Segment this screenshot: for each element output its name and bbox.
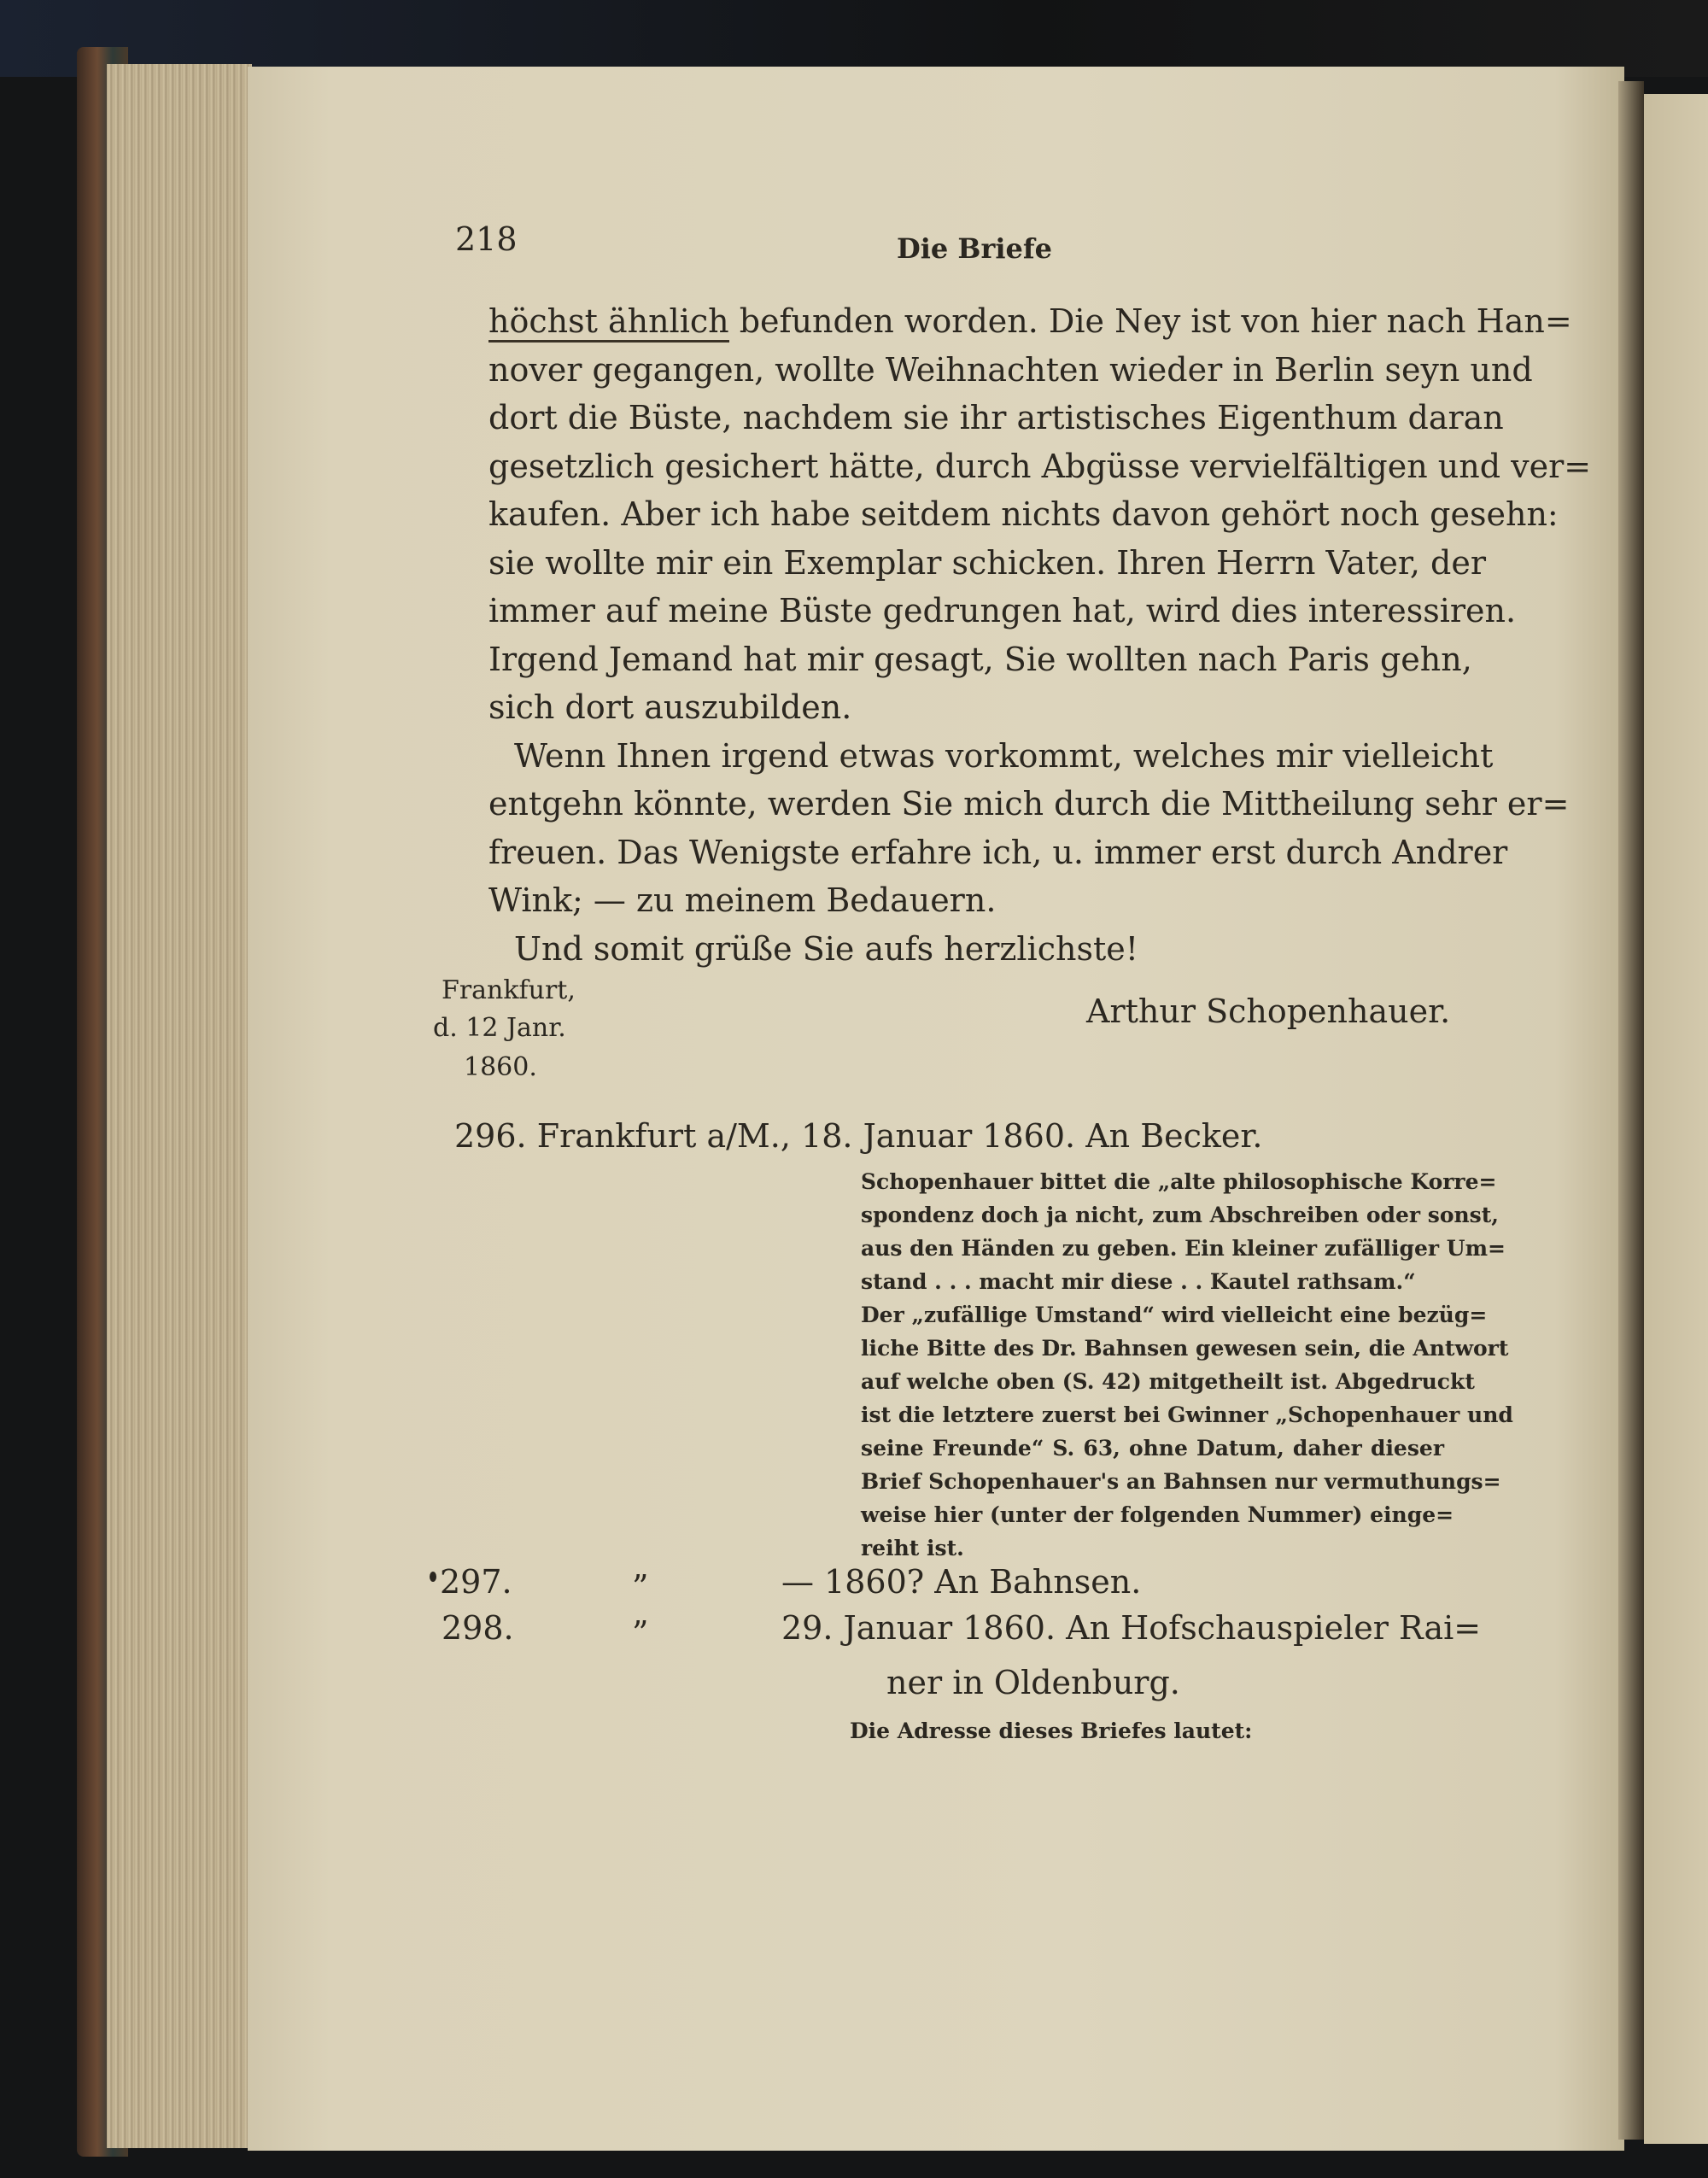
entry-recipient: An Hofschauspieler Rai= (1066, 1609, 1482, 1647)
letter-line: sich dort auszubilden. (488, 688, 852, 726)
letter-line: Und somit grüße Sie aufs herzlichste! (514, 929, 1138, 968)
note-line: Schopenhauer bittet die „alte philosophische Korre= (861, 1169, 1497, 1194)
entry-place: Frankfurt a/M., (536, 1117, 791, 1155)
letter-line: Irgend Jemand hat mir gesagt, Sie wollten nach Paris gehn, (488, 640, 1472, 678)
note-line: Brief Schopenhauer's an Bahnsen nur vermuthungs= (861, 1469, 1501, 1494)
letter-line (488, 301, 1572, 342)
page-stack-edge (107, 64, 252, 2148)
note-line: Der „zufällige Umstand“ wird vielleicht eine bezüg= (861, 1303, 1488, 1327)
entry-date: 18. Januar 1860. (801, 1117, 1076, 1155)
letter-year: 1860. (464, 1052, 537, 1082)
entry-298-place: ” (632, 1614, 649, 1652)
running-head: Die Briefe (897, 232, 1052, 265)
entry-298-note: Die Adresse dieses Briefes lautet: (850, 1718, 1253, 1743)
entry-date: 29. Januar 1860. (781, 1609, 1056, 1647)
note-line: auf welche oben (S. 42) mitgetheilt ist. Abgedruckt (861, 1369, 1475, 1394)
entry-297-number: 297. (440, 1563, 512, 1601)
letter-place: Frankfurt, (442, 975, 576, 1005)
note-line: aus den Händen zu geben. Ein kleiner zufälliger Um= (861, 1236, 1506, 1261)
page-number: 218 (455, 220, 518, 258)
book-gutter (1618, 81, 1644, 2140)
letter-line: sie wollte mir ein Exemplar schicken. Ihren Herrn Vater, der (488, 543, 1486, 582)
line-text: befunden worden. Die Ney ist von hier nach Han= (728, 302, 1572, 340)
background (0, 0, 1708, 77)
letter-line: Wenn Ihnen irgend etwas vorkommt, welches mir vielleicht (514, 736, 1494, 775)
entry-date: — 1860? (781, 1563, 925, 1601)
note-line: spondenz doch ja nicht, zum Abschreiben oder sonst, (861, 1203, 1500, 1227)
facing-page-edge (1644, 94, 1708, 2144)
entry-297-place: ” (632, 1568, 649, 1606)
entry-recipient: An Becker. (1085, 1117, 1263, 1155)
letter-line: immer auf meine Büste gedrungen hat, wird dies interessiren. (488, 592, 1517, 629)
note-line: weise hier (unter der folgenden Nummer) einge= (861, 1502, 1454, 1527)
entry-recipient: An Bahnsen. (934, 1563, 1142, 1601)
letter-line: Wink; — zu meinem Bedauern. (488, 881, 997, 919)
letter-line: nover gegangen, wollte Weihnachten wieder in Berlin seyn und (488, 350, 1533, 389)
letter-line: gesetzlich gesichert hätte, durch Abgüsse vervielfältigen und ver= (488, 447, 1592, 485)
note-line: liche Bitte des Dr. Bahnsen gewesen sein, die Antwort (861, 1336, 1509, 1361)
entry-296 (454, 1117, 1262, 1155)
underlined-phrase: höchst ähnlich (488, 302, 729, 343)
note-line: reiht ist. (861, 1536, 964, 1560)
entry-number: 296. (454, 1117, 527, 1155)
entry-298-recipient-cont: ner in Oldenburg. (886, 1664, 1180, 1701)
note-line: seine Freunde“ S. 63, ohne Datum, daher dieser (861, 1436, 1444, 1461)
letter-date: d. 12 Janr. (433, 1013, 566, 1043)
letter-line: kaufen. Aber ich habe seitdem nichts davon gehört noch gesehn: (488, 495, 1559, 533)
letter-line: entgehn könnte, werden Sie mich durch die Mittheilung sehr er= (488, 785, 1570, 823)
note-line: stand . . . macht mir diese . . Kautel rathsam.“ (861, 1269, 1416, 1294)
note-line: ist die letztere zuerst bei Gwinner „Schopenhauer und (861, 1402, 1513, 1427)
signature: Arthur Schopenhauer. (1086, 992, 1451, 1030)
entry-298-number: 298. (442, 1609, 514, 1647)
letter-line: dort die Büste, nachdem sie ihr artistisches Eigenthum daran (488, 399, 1504, 436)
entry-298-title (781, 1609, 1481, 1647)
pencil-mark (430, 1572, 436, 1582)
letter-line: freuen. Das Wenigste erfahre ich, u. immer erst durch Andrer (488, 833, 1508, 871)
entry-297-title (781, 1563, 1141, 1601)
